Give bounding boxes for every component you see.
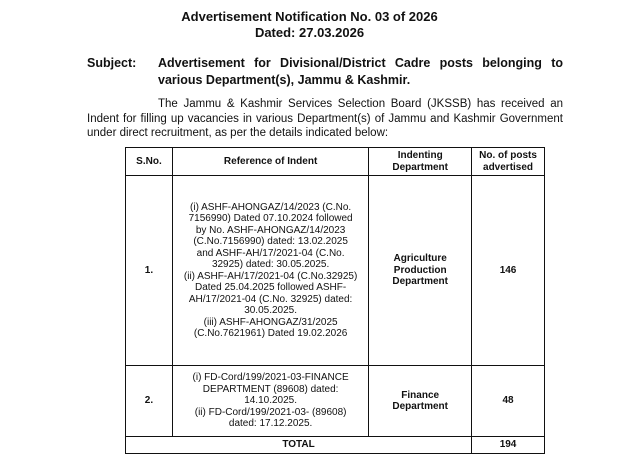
reference-line: and ASHF-AH/17/2021-04 (C.No. — [196, 247, 345, 259]
intro-paragraph: The Jammu & Kashmir Services Selection Board (JKSSB) has received an Indent for filling up vacancies in various Department(s) of Jammu and Kashmir Government under direct recruitment, as per the details indicated below: — [87, 98, 563, 139]
header-department-line1: Indenting — [397, 150, 443, 161]
department-line: Department — [392, 276, 448, 288]
reference-line: Dated 25.04.2025 followed ASHF- — [195, 282, 347, 293]
department-line: Agriculture — [393, 253, 447, 265]
row-sno: 1. — [126, 176, 173, 366]
table-header-row — [126, 148, 545, 176]
row-sno: 2. — [126, 366, 173, 437]
reference-line: (ii) ASHF-AH/17/2021-04 (C.No.32925) — [183, 270, 358, 282]
reference-line: 14.10.2025. — [244, 395, 298, 407]
header-sno: S.No. — [126, 148, 173, 176]
total-label: TOTAL — [126, 437, 472, 454]
reference-line: by No. ASHF-AHONGAZ/14/2023 — [195, 224, 346, 236]
reference-line: (i) ASHF-AHONGAZ/14/2023 (C.No. — [190, 201, 352, 213]
reference-line: (ii) FD-Cord/199/2021-03- (89608) — [194, 406, 347, 418]
row-reference — [172, 176, 368, 366]
reference-line: 32925) dated: 30.05.2025. — [211, 259, 330, 270]
table-row — [126, 176, 545, 366]
reference-line: (i) FD-Cord/199/2021-03-FINANCE — [192, 372, 349, 384]
header-posts-line2: advertised — [483, 161, 534, 173]
row-posts: 146 — [472, 176, 545, 366]
reference-line: (C.No.7156990) dated: 13.02.2025 — [193, 236, 348, 247]
reference-line: dated: 17.12.2025. — [228, 418, 313, 430]
row-posts: 48 — [472, 366, 545, 437]
indent-table — [125, 147, 545, 454]
notification-title: Advertisement Notification No. 03 of 2026 — [181, 9, 438, 24]
row-department — [369, 366, 472, 437]
header-reference: Reference of Indent — [172, 148, 368, 176]
row-reference — [172, 366, 368, 437]
notification-date: Dated: 27.03.2026 — [254, 25, 365, 40]
total-value: 194 — [472, 437, 545, 454]
header-posts-line1: No. of posts — [479, 150, 537, 161]
header-posts — [472, 148, 545, 176]
subject-text: Advertisement for Divisional/District Cadre posts belonging to various Department(s), Jammu & Kashmir. — [158, 56, 563, 87]
reference-line: (iii) ASHF-AHONGAZ/31/2025 — [203, 316, 338, 328]
reference-line: (C.No.7621961) Dated 19.02.2026 — [193, 328, 348, 339]
reference-line: 7156990) Dated 07.10.2024 followed — [188, 213, 353, 224]
reference-line: AH/17/2021-04 (C.No. 32925) dated: — [188, 293, 353, 305]
department-line: Production — [393, 264, 447, 276]
header-department-line2: Department — [392, 161, 448, 173]
department-line: Finance Department — [392, 389, 448, 412]
header-department — [369, 148, 472, 176]
subject-label: Subject: — [87, 56, 137, 70]
reference-line: 30.05.2025. — [244, 305, 298, 316]
reference-line: DEPARTMENT (89608) dated: — [202, 383, 339, 395]
table-total-row — [126, 437, 545, 454]
row-department — [369, 176, 472, 366]
table-row — [126, 366, 545, 437]
